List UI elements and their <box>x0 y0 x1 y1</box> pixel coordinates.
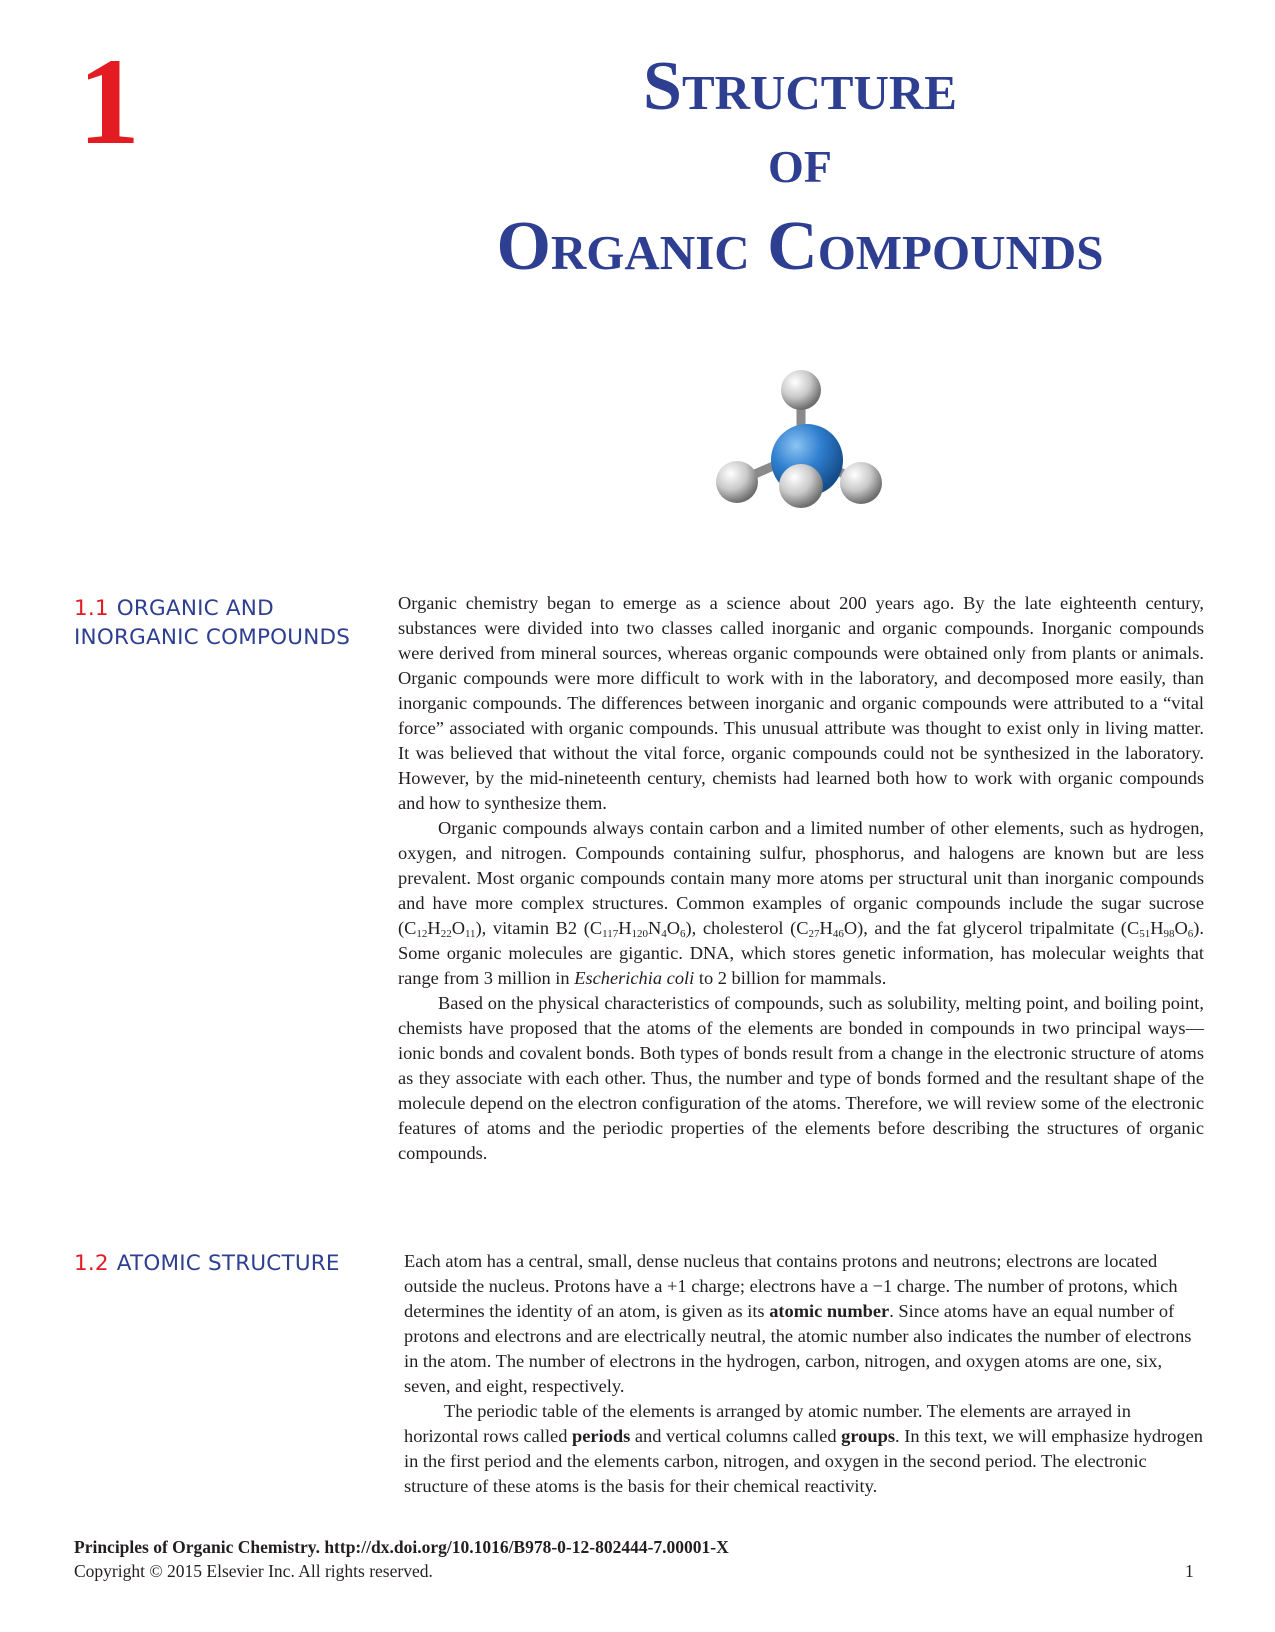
paragraph: Organic chemistry began to emerge as a science about 200 years ago. By the late eighteenth century, substances were divided into two classes called inorganic and organic compounds. Inorganic compounds were derived from mineral sources, whereas organic compounds were obtained only from plants or animals. Organic compounds were more difficult to work with in the laboratory, and decomposed more easily, than inorganic compounds. The differences between inorganic and organic compounds were attributed to a “vital force” associated with organic compounds. This unusual attribute was thought to exist only in living matter. It was believed that without the vital force, organic compounds could not be synthesized in the laboratory. However, by the mid-nineteenth century, chemists had learned both how to work with organic compounds and how to synthesize them. <box>398 593 1204 813</box>
formula-tripalmitate: $C_{51}H_{98}O_6$ <box>1126 918 1194 940</box>
section-1-2-body <box>404 1249 1204 1499</box>
paragraph: The periodic table of the elements is arranged by atomic number. The elements are arrayed in horizontal rows called periods and vertical columns called groups. In this text, we will emphasize hydrogen in the first period and the elements carbon, nitrogen, and oxygen in the second period. The electronic structure of these atoms is the basis for their chemical reactivity. <box>404 1401 1203 1496</box>
section-heading-1-2 <box>74 1249 374 1278</box>
footer-copyright: Copyright © 2015 Elsevier Inc. All rights reserved. <box>74 1561 433 1581</box>
formula-vitamin-b2: $C_{117}H_{120}N_4O_6$ <box>589 918 686 940</box>
paragraph: Organic compounds always contain carbon and a limited number of other elements, such as hydrogen, oxygen, and nitrogen. Compounds containing sulfur, phosphorus, and halogens are known but are less prevalent. Most organic compounds contain many more atoms per structural unit than inorganic compounds and have more complex structures. Common examples of organic compounds include the sugar sucrose $(C_{12}H_{22}O_{11})$, vitamin B2 $(C_{117}H_{120}N_4O_6)$, cholesterol $(C_{27}H_{46}O)$, and the fat glycerol tripalmitate $(C_{51}H_{98}O_6)$. Some organic molecules are gigantic. DNA, which stores genetic information, has molecular weights that range from 3 million in Escherichia coli to 2 billion for mammals. <box>398 818 1205 988</box>
section-heading-line: INORGANIC COMPOUNDS <box>74 625 351 650</box>
paragraph: Each atom has a central, small, dense nucleus that contains protons and neutrons; electrons are located outside the nucleus. Protons have a +1 charge; electrons have a −1 charge. The number of protons, which determines the identity of an atom, is given as its atomic number. Since atoms have an equal number of protons and electrons and are electrically neutral, the atomic number also indicates the number of electrons in the atom. The number of electrons in the hydrogen, carbon, nitrogen, and oxygen atoms are one, six, seven, and eight, respectively. <box>404 1251 1192 1396</box>
section-heading-1-1 <box>74 594 374 652</box>
key-term: groups <box>841 1426 896 1446</box>
key-term: atomic number <box>769 1301 890 1321</box>
paragraph: Based on the physical characteristics of compounds, such as solubility, melting point, and boiling point, chemists have proposed that the atoms of the elements are bonded in compounds in two principal ways—ionic bonds and covalent bonds. Both types of bonds result from a change in the electronic structure of atoms as they associate with each other. Thus, the number and type of bonds formed and the resultant shape of the molecule depend on the electron configuration of the atoms. Therefore, we will review some of the electronic features of atoms and the periodic properties of the elements before describing the structures of organic compounds. <box>398 993 1204 1163</box>
organism-name: Escherichia coli <box>574 968 695 988</box>
chapter-title-line1: Structure <box>643 48 957 125</box>
key-term: periods <box>572 1426 631 1446</box>
formula-cholesterol: $C_{27}H_{46}O$ <box>796 918 858 940</box>
formula-sucrose: $C_{12}H_{22}O_{11}$ <box>404 918 476 940</box>
section-1-1-body <box>398 591 1204 1166</box>
chapter-number: 1 <box>78 33 140 170</box>
chapter-title-line2: OF <box>768 141 832 192</box>
footer-citation: Principles of Organic Chemistry. http://dx.doi.org/10.1016/B978-0-12-802444-7.00001-X <box>74 1537 729 1557</box>
section-number: 1.2 <box>74 1251 109 1276</box>
section-heading-line: ATOMIC STRUCTURE <box>116 1251 340 1276</box>
section-number: 1.1 <box>74 596 109 621</box>
ammonia-molecule-icon <box>705 362 905 542</box>
section-heading-line: ORGANIC AND <box>116 596 274 621</box>
chapter-title <box>420 48 1180 285</box>
chapter-title-line3: Organic Compounds <box>496 208 1104 285</box>
page-number: 1 <box>1185 1561 1194 1581</box>
